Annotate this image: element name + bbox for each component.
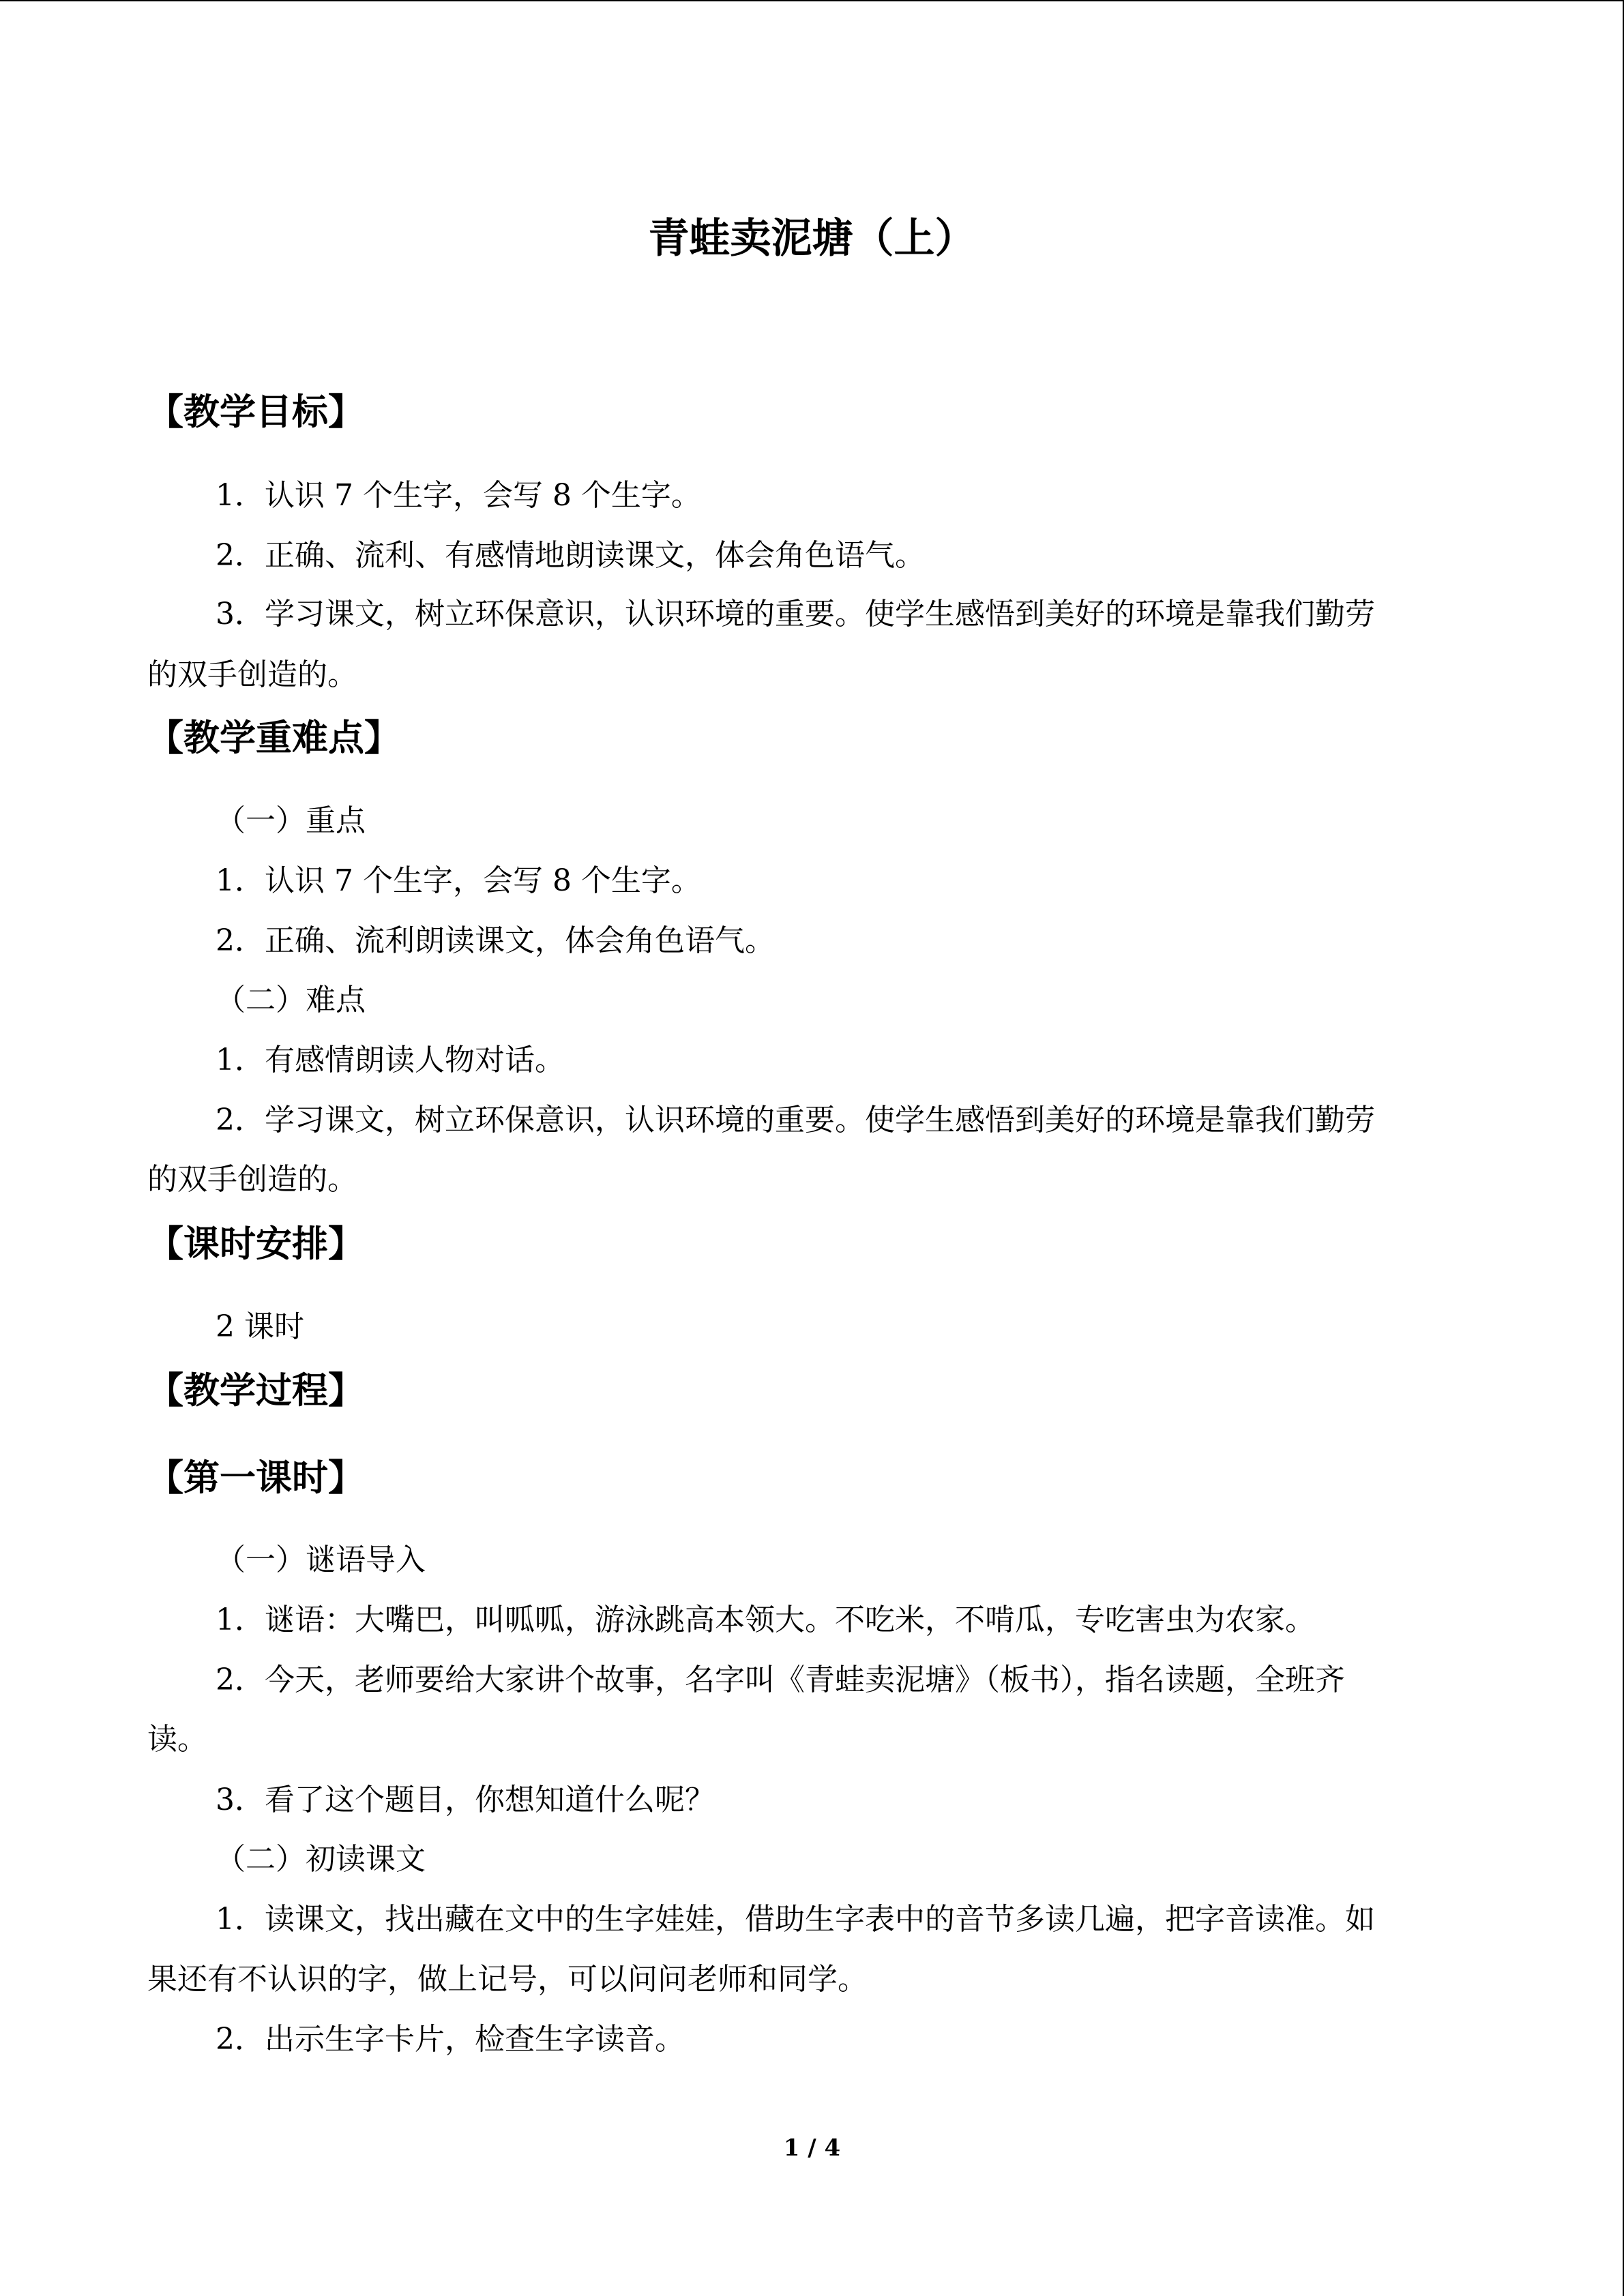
first-lesson-sub1: （一）谜语导入 (216, 1542, 426, 1577)
first-lesson-heading: 【第一课时】 (147, 1457, 364, 1499)
key-points-sub1: （一）重点 (216, 803, 366, 838)
objective-item-2: 2．正确、流利、有感情地朗读课文，体会角色语气。 (216, 538, 925, 573)
objective-item-1: 1．认识 7 个生字，会写 8 个生字。 (216, 478, 701, 513)
first-lesson-sub2: （二）初读课文 (216, 1842, 426, 1877)
schedule-text: 2 课时 (216, 1309, 304, 1344)
key-point-item-2: 2．正确、流利朗读课文，体会角色语气。 (216, 923, 775, 958)
key-point-item-1: 1．认识 7 个生字，会写 8 个生字。 (216, 863, 701, 898)
riddle-item-2-cont: 读。 (147, 1722, 207, 1757)
reading-item-1-cont: 果还有不认识的字，做上记号，可以问问老师和同学。 (147, 1962, 868, 1997)
document-title: 青蛙卖泥塘（上） (648, 215, 976, 263)
difficulty-item-2: 2．学习课文，树立环保意识，认识环境的重要。使学生感悟到美好的环境是靠我们勤劳 (216, 1103, 1375, 1137)
schedule-heading: 【课时安排】 (147, 1223, 364, 1265)
riddle-item-2: 2．今天，老师要给大家讲个故事，名字叫《青蛙卖泥塘》（板书），指名读题，全班齐 (216, 1663, 1345, 1697)
objectives-heading: 【教学目标】 (147, 391, 364, 433)
objective-item-3: 3．学习课文，树立环保意识，认识环境的重要。使学生感悟到美好的环境是靠我们勤劳 (216, 597, 1375, 631)
key-points-sub2: （二）难点 (216, 983, 366, 1017)
difficulty-item-1: 1．有感情朗读人物对话。 (216, 1043, 565, 1077)
riddle-item-3: 3．看了这个题目，你想知道什么呢？ (216, 1783, 715, 1817)
reading-item-2: 2．出示生字卡片，检查生字读音。 (216, 2022, 685, 2057)
difficulty-item-2-cont: 的双手创造的。 (147, 1162, 357, 1197)
process-heading: 【教学过程】 (147, 1370, 364, 1412)
objective-item-3-cont: 的双手创造的。 (147, 657, 357, 692)
riddle-item-1: 1．谜语：大嘴巴，叫呱呱，游泳跳高本领大。不吃米，不啃瓜，专吃害虫为农家。 (216, 1602, 1315, 1637)
reading-item-1: 1．读课文，找出藏在文中的生字娃娃，借助生字表中的音节多读几遍，把字音读准。如 (216, 1902, 1375, 1937)
key-points-heading: 【教学重难点】 (147, 717, 400, 759)
page-number: 1 / 4 (783, 2134, 841, 2162)
